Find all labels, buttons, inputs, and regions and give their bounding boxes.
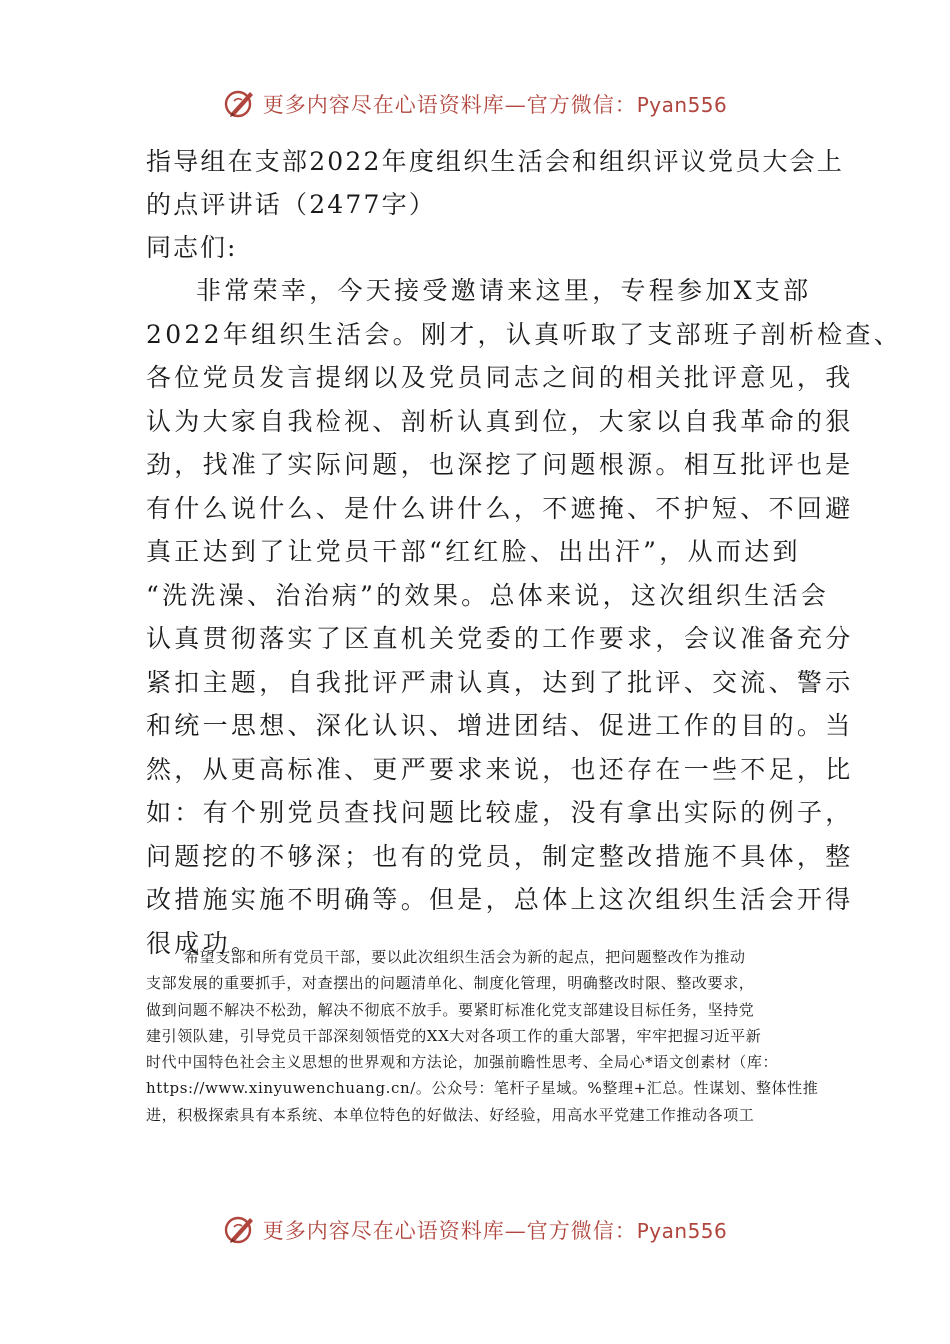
pen-logo-icon [223, 1213, 257, 1247]
paragraph-line: 非常荣幸，今天接受邀请来这里，专程参加X支部 [196, 276, 812, 305]
watermark-wechat-id: Pyan556 [636, 93, 728, 117]
paragraph-line: 劲，找准了实际问题，也深挖了问题根源。相互批评也是 [146, 450, 854, 479]
document-title-line: 的点评讲话（2477字） [146, 190, 437, 219]
watermark-text: 更多内容尽在心语资料库—官方微信： [262, 93, 637, 117]
small-paragraph-line: 希望支部和所有党员干部，要以此次组织生活会为新的起点，把问题整改作为推动 [184, 948, 746, 966]
paragraph-line: 紧扣主题，自我批评严肃认真，达到了批评、交流、警示 [146, 667, 854, 697]
watermark-wechat-id: Pyan556 [636, 1219, 728, 1243]
paragraph-line: 2022年组织生活会。刚才，认真听取了支部班子剖析检查、 [146, 319, 903, 349]
paragraph-line: 很成功。 [146, 928, 260, 958]
small-paragraph-line: 支部发展的重要抓手，对查摆出的问题清单化、制度化管理，明确整改时限、整改要求， [146, 974, 755, 993]
paragraph-line: 如：有个别党员查找问题比较虚，没有拿出实际的例子， [146, 798, 854, 827]
paragraph-line: 认真贯彻落实了区直机关党委的工作要求，会议准备充分 [146, 624, 854, 653]
watermark-text: 更多内容尽在心语资料库—官方微信： [262, 1219, 637, 1243]
paragraph-line: 改措施实施不明确等。但是，总体上这次组织生活会开得 [146, 885, 854, 914]
pen-logo-icon [223, 87, 257, 121]
document-body [146, 140, 903, 965]
paragraph-line: 和统一思想、深化认识、增进团结、促进工作的目的。当 [146, 711, 854, 740]
small-paragraph-line: 进，积极探索具有本系统、本单位特色的好做法、好经验，用高水平党建工作推动各项工 [146, 1105, 755, 1124]
paragraph-line: 然，从更高标准、更严要求来说，也还存在一些不足，比 [146, 754, 854, 784]
small-paragraph-line: https://www.xinyuwenchuang.cn/。公众号：笔杆子星域。%整理+汇总。性谋划、整体性推 [146, 1079, 819, 1098]
greeting: 同志们: [146, 233, 238, 262]
header-watermark [0, 84, 950, 124]
paragraph-line: 有什么说什么、是什么讲什么，不遮掩、不护短、不回避 [146, 493, 854, 523]
paragraph-line: 真正达到了让党员干部“红红脸、出出汗”，从而达到 [146, 537, 801, 566]
small-paragraph-line: 时代中国特色社会主义思想的世界观和方法论，加强前瞻性思考、全局心*语文创素材（库： [146, 1053, 779, 1072]
paragraph-line: 各位党员发言提纲以及党员同志之间的相关批评意见，我 [146, 363, 854, 392]
footer-watermark [0, 1210, 950, 1250]
small-paragraph-line: 建引领队建，引导党员干部深刻领悟党的XX大对各项工作的重大部署，牢牢把握习近平新 [146, 1026, 762, 1045]
small-paragraph-line: 做到问题不解决不松劲，解决不彻底不放手。要紧盯标准化党支部建设目标任务，坚持党 [146, 1000, 755, 1019]
small-paragraph [146, 944, 819, 1128]
paragraph-line: 认为大家自我检视、剖析认真到位，大家以自我革命的狠 [146, 406, 854, 436]
paragraph-line: 问题挖的不够深；也有的党员，制定整改措施不具体，整 [146, 841, 854, 871]
paragraph-line: “洗洗澡、治治病”的效果。总体来说，这次组织生活会 [146, 580, 830, 610]
document-title-line: 指导组在支部2022年度组织生活会和组织评议党员大会上 [146, 147, 845, 176]
